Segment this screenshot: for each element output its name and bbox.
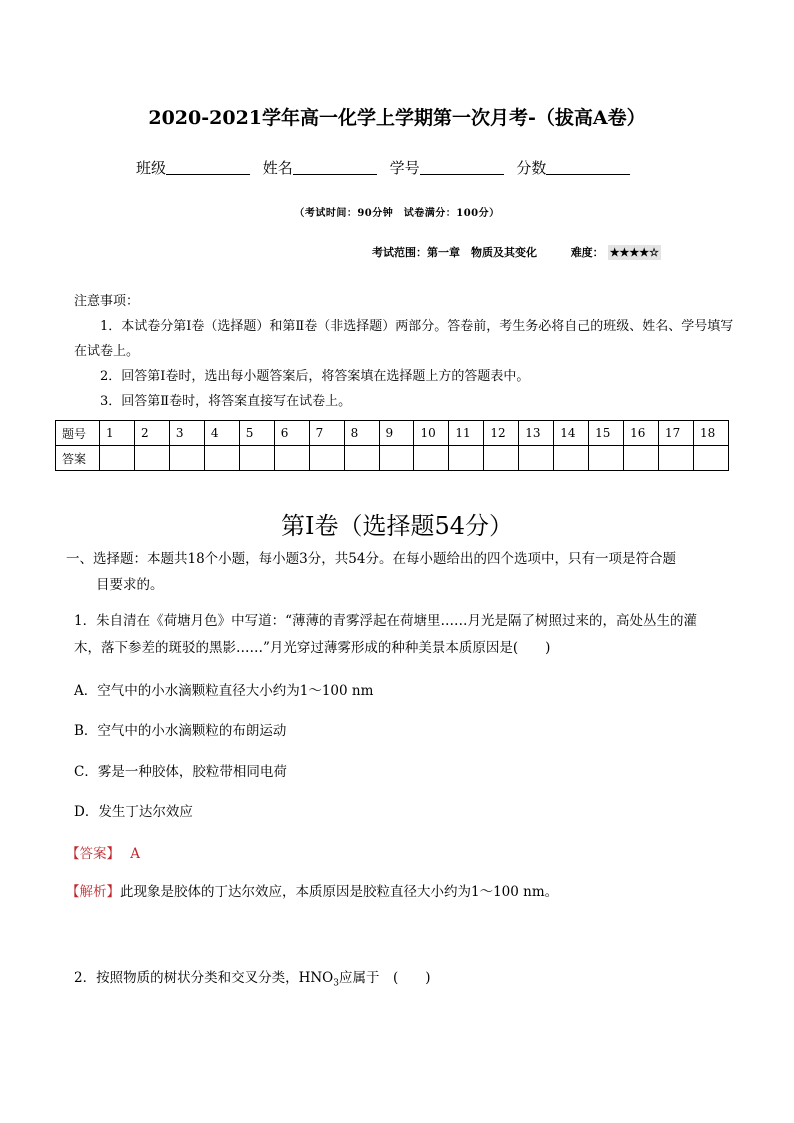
- explanation-label: 【解析】: [66, 884, 120, 900]
- question-1-option-d: D．发生丁达尔效应: [74, 804, 193, 820]
- notes-heading: 注意事项：: [74, 294, 140, 309]
- question-1-option-b: B．空气中的小水滴颗粒的布朗运动: [74, 723, 287, 739]
- answer-cell[interactable]: [414, 446, 449, 471]
- question-number-cell: 16: [624, 421, 659, 446]
- answer-table-number-row: [56, 421, 729, 446]
- question-number-cell: 3: [169, 421, 204, 446]
- question-number-cell: 12: [484, 421, 519, 446]
- question-1-option-a: A．空气中的小水滴颗粒直径大小约为1～100 nm: [74, 683, 374, 699]
- answer-cell[interactable]: [309, 446, 344, 471]
- answer-cell[interactable]: [693, 446, 728, 471]
- question-1-answer: [66, 842, 140, 862]
- question-2-subscript: 3: [333, 978, 339, 989]
- student-id-blank[interactable]: [420, 160, 504, 175]
- note-item: 1．本试卷分第Ⅰ卷（选择题）和第Ⅱ卷（非选择题）两部分。答卷前，考生务必将自己的班级、姓名、学号填写在试卷上。: [74, 319, 734, 359]
- exam-title: 2020-2021学年高一化学上学期第一次月考-（拔高A卷）: [148, 107, 646, 129]
- question-1-line: 1．朱自清在《荷塘月色》中写道：“薄薄的青雾浮起在荷塘里……月光是隔了树照过来的，高处丛生的灌: [74, 613, 697, 629]
- exam-time-info: （考试时间：90分钟 试卷满分：100分）: [294, 208, 500, 219]
- answer-cell[interactable]: [659, 446, 694, 471]
- question-number-cell: 15: [589, 421, 624, 446]
- section-instructions: [66, 546, 734, 598]
- answer-cell[interactable]: [589, 446, 624, 471]
- answer-cell[interactable]: [274, 446, 309, 471]
- explanation-text: 此现象是胶体的丁达尔效应，本质原因是胶粒直径大小约为1～100 nm。: [120, 884, 559, 900]
- student-info-fields: [136, 157, 638, 178]
- question-2-text-end: 应属于 ( ): [338, 970, 431, 986]
- class-label: 班级: [136, 159, 167, 177]
- row-header-number: 题号: [56, 421, 100, 446]
- question-number-cell: 11: [449, 421, 484, 446]
- answer-cell[interactable]: [519, 446, 554, 471]
- question-number-cell: 17: [659, 421, 694, 446]
- notes-section: [74, 289, 734, 414]
- score-label: 分数: [516, 159, 547, 177]
- question-1-stem: [74, 608, 734, 662]
- question-2-text: 2．按照物质的树状分类和交叉分类，HNO: [74, 970, 334, 986]
- answer-table: [55, 420, 729, 471]
- question-1-explanation: [66, 880, 558, 900]
- note-item: 2．回答第Ⅰ卷时，选出每小题答案后，将答案填在选择题上方的答题表中。: [100, 369, 530, 384]
- answer-cell[interactable]: [554, 446, 589, 471]
- question-number-cell: 7: [309, 421, 344, 446]
- difficulty-label: 难度：: [570, 246, 604, 259]
- row-header-answer: 答案: [56, 446, 100, 471]
- question-number-cell: 4: [204, 421, 239, 446]
- answer-cell[interactable]: [100, 446, 135, 471]
- question-number-cell: 9: [379, 421, 414, 446]
- score-blank[interactable]: [546, 160, 630, 175]
- instructions-line: 目要求的。: [96, 577, 164, 593]
- answer-cell[interactable]: [204, 446, 239, 471]
- question-number-cell: 2: [134, 421, 169, 446]
- answer-cell[interactable]: [484, 446, 519, 471]
- question-number-cell: 18: [693, 421, 728, 446]
- question-number-cell: 14: [554, 421, 589, 446]
- question-2-stem: [74, 966, 431, 989]
- question-number-cell: 6: [274, 421, 309, 446]
- difficulty-stars: ★★★★☆: [609, 246, 659, 259]
- answer-cell[interactable]: [624, 446, 659, 471]
- scope-label: 考试范围：第一章 物质及其变化: [372, 246, 537, 259]
- note-item: 3．回答第Ⅱ卷时，将答案直接写在试卷上。: [100, 394, 352, 409]
- answer-cell[interactable]: [344, 446, 379, 471]
- student-id-label: 学号: [389, 159, 420, 177]
- question-number-cell: 8: [344, 421, 379, 446]
- name-blank[interactable]: [293, 160, 377, 175]
- answer-label: 【答案】: [66, 846, 120, 862]
- answer-cell[interactable]: [379, 446, 414, 471]
- class-blank[interactable]: [166, 160, 250, 175]
- question-number-cell: 10: [414, 421, 449, 446]
- question-number-cell: 13: [519, 421, 554, 446]
- question-1-line: 木，落下参差的斑驳的黑影……”月光穿过薄雾形成的种种美景本质原因是( ): [74, 640, 551, 656]
- instructions-line: 一、选择题：本题共18个小题，每小题3分，共54分。在每小题给出的四个选项中，只有一项是符合题: [66, 551, 676, 567]
- answer-cell[interactable]: [169, 446, 204, 471]
- question-number-cell: 1: [100, 421, 135, 446]
- name-label: 姓名: [262, 159, 293, 177]
- answer-cell[interactable]: [449, 446, 484, 471]
- section-title: 第Ⅰ卷（选择题54分）: [280, 512, 514, 540]
- exam-scope: [372, 244, 661, 260]
- answer-value: A: [130, 846, 141, 862]
- answer-cell[interactable]: [239, 446, 274, 471]
- question-1-option-c: C．雾是一种胶体，胶粒带相同电荷: [74, 764, 287, 780]
- question-number-cell: 5: [239, 421, 274, 446]
- answer-cell[interactable]: [134, 446, 169, 471]
- answer-table-answer-row: [56, 446, 729, 471]
